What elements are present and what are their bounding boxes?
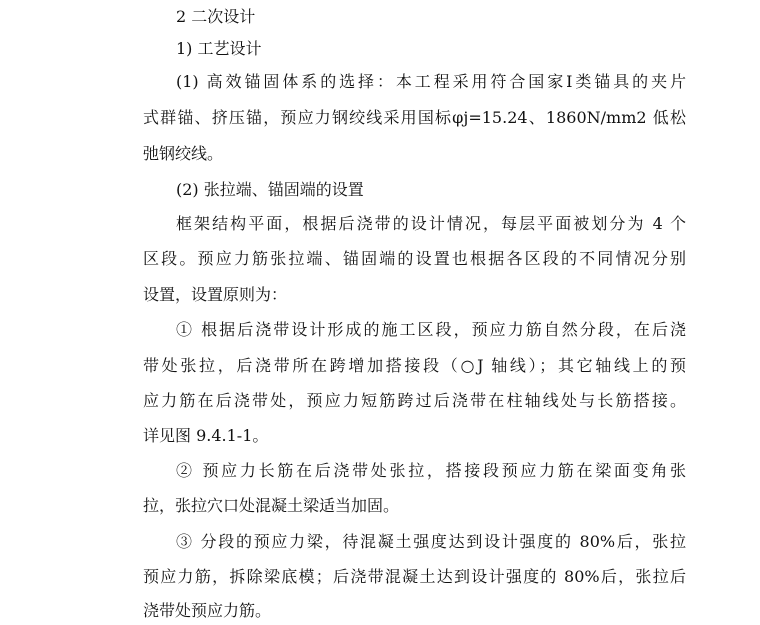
paragraph-line: 设置，设置原则为： [143, 285, 288, 304]
paragraph-line: 带处张拉，后浇带所在跨增加搭接段（○J 轴线）；其它轴线上的预 [143, 356, 686, 375]
paragraph-line: ① 根据后浇带设计形成的施工区段，预应力筋自然分段，在后浇 [176, 320, 686, 339]
paragraph-line: (1) 高效锚固体系的选择：本工程采用符合国家Ⅰ类锚具的夹片 [176, 72, 686, 91]
paragraph-line: 应力筋在后浇带处，预应力短筋跨过后浇带在柱轴线处与长筋搭接。 [143, 391, 686, 410]
paragraph-line: 预应力筋，拆除梁底模；后浇带混凝土达到设计强度的 80%后，张拉后 [143, 567, 686, 586]
paragraph-line: 拉，张拉穴口处混凝土梁适当加固。 [143, 496, 400, 515]
paragraph-line: 框架结构平面，根据后浇带的设计情况，每层平面被划分为 4 个 [176, 214, 686, 233]
paragraph-line: 式群锚、挤压锚，预应力钢绞线采用国标φj=15.24、1860N/mm2 低松 [143, 108, 686, 127]
paragraph-line: 浇带处预应力筋。 [143, 601, 272, 620]
section-heading: 2 二次设计 [176, 7, 256, 26]
paragraph-line: ③ 分段的预应力梁，待混凝土强度达到设计强度的 80%后，张拉 [176, 532, 686, 551]
paragraph-line: 区段。预应力筋张拉端、锚固端的设置也根据各区段的不同情况分别 [143, 249, 686, 268]
paragraph-line: 详见图 9.4.1-1。 [143, 426, 269, 445]
paragraph-line: ② 预应力长筋在后浇带处张拉，搭接段预应力筋在梁面变角张 [176, 461, 686, 480]
paragraph-line: 弛钢绞线。 [143, 144, 224, 163]
item-heading: (2) 张拉端、锚固端的设置 [176, 180, 364, 199]
subsection-heading: 1) 工艺设计 [176, 39, 262, 58]
